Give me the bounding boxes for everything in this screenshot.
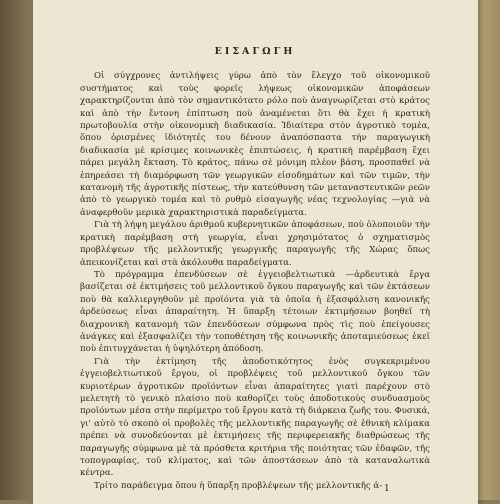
- table-edge: [478, 0, 500, 500]
- paragraph-5: Τρίτο παράδειγμα ὅπου ἡ ὕπαρξη προβλέψεων τῆς μελλοντικῆς ἀ-: [94, 480, 383, 491]
- paragraph-1: Οἱ σύγχρονες ἀντιλήψεις γύρω ἀπὸ τὸν ἔλεγχο τοῦ οἰκονομικοῦ συστήματος καὶ τοὺς φορεῖς λήψεως οἰκονομικῶν ἀποφάσεων χαρακτηρίζονται ἀπὸ τὸν σημαντικότατο ρόλο ποὺ ἀναγνωρίζεται στὸ κράτος καὶ ἀπὸ τὴν ἔντονη ἐπίπτωση ποὺ ἀναμένεται ὅτι θὰ ἔχει ἡ κρατικὴ πρωτοβουλία στὴν οἰκονομικὴ διαδικασία. Ἰδιαίτερα στὸν ἀγροτικὸ τομέα, ὅπου ὁρισμένες ἰδιότητές του δένουν ἀναπόσπαστα τὴν παραγωγικὴ διαδικασία μὲ κρίσιμες κοινωνικὲς ἐπιπτώσεις, ἡ κρατικὴ παρέμβαση ἔχει πάρει μεγάλη ἔκταση. Τὸ κράτος, πάνω σὲ μόνιμη πλέον βάση, προσπαθεῖ νὰ ἐπηρεάσει τὴ διαμόρφωση τῶν γεωργικῶν εἰσοδημάτων καὶ τῶν τιμῶν, τὴν κατανομὴ τῆς ἀγροτικῆς πίστεως, τὴν κατεύθυνση τῶν μεταναστευτικῶν ρεῶν ἀπὸ τὸ γεωργικὸ τομέα καὶ τὸ ρυθμὸ εἰσαγωγῆς νέας τεχνολογίας —γιὰ νὰ ἀναφερθοῦν μερικὰ χαρακτηριστικὰ παραδείγματα.: [80, 71, 430, 218]
- book-spine: [0, 0, 33, 500]
- paragraph-4: Γιὰ τὴν ἐκτίμηση τῆς ἀποδοτικότητος ἑνὸς συγκεκριμένου ἐγγειοβελτιωτικοῦ ἔργου, οἱ προβλέψεις τοῦ μελλοντικοῦ ὄγκου τῶν κυριοτέρων ἀγροτικῶν προϊόντων εἶναι ἀπαραίτητες γιατὶ παρέχουν στὸ μελετητὴ τὸ γενικὸ πλαίσιο ποὺ καθορίζει τοὺς ἀποδοτικοὺς συνδυασμοὺς προϊόντων μέσα στὴν περίμετρο τοῦ ἔργου κατὰ τὴ διάρκεια ζωῆς του. Φυσικά, γι' αὐτὸ τὸ σκοπὸ οἱ προβολὲς τῆς μελλοντικῆς παραγωγῆς σὲ ἐθνικὴ κλίμακα πρέπει νὰ συνοδεύονται μὲ ἐκτιμήσεις τῆς περιφερειακῆς διαθρώσεως τῆς παραγωγῆς σύμφωνα μὲ τὰ πρόσθετα κριτήρια τῆς ποιότητας τῶν ἐδαφῶν, τῆς τοπογραφίας, τοῦ κλίματος, καὶ τῶν ἀποστάσεων ἀπὸ τὰ καταναλωτικὰ κέντρα.: [80, 356, 430, 479]
- page-content: [80, 46, 430, 492]
- page-number: 1: [384, 484, 390, 494]
- paragraph-3: Τὸ πρόγραμμα ἐπενδύσεων σὲ ἐγγειοβελτιωτικὰ —ἀρδευτικὰ ἔργα βασίζεται σὲ ἐκτιμήσεις τοῦ μελλοντικοῦ ὄγκου παραγωγῆς καὶ τῶν ἐκτάσεων ποὺ θὰ καλλιεργηθοῦν μὲ προϊόντα γιὰ τὰ ὁποῖα ἡ ἐξασφάλιση κανονικῆς ἀρδεύσεως εἶναι ἀπαραίτητη. Ἡ ὕπαρξη τέτοιων ἐκτιμήσεων βοηθεῖ τὴ διαχρονικὴ κατανομὴ τῶν ἐπενδύσεων σύμφωνα πρὸς τὶς ποὺ ἐπείγουσες ἀνάγκες καὶ ἐξασφαλίζει τὴν τοποθέτηση τῆς κοινωνικῆς ἀποταμιεύσεως ἐκεῖ ποὺ ἐπιτυγχάνεται ἡ ὑψηλότερη ἀπόδοση.: [80, 269, 430, 355]
- page-title: ΕΙΣΑΓΩΓΗ: [214, 46, 296, 57]
- paragraph-2: Γιὰ τὴ λήψη μεγάλου ἀριθμοῦ κυβερνητικῶν ἀποφάσεων, ποὺ ὁλοποιοῦν τὴν κρατικὴ παρέμβαση στὴ γεωργία, εἶναι χρησιμότατος ὁ σχηματισμὸς προβλέψεων τῆς μελλοντικῆς γεωργικῆς παραγωγῆς τῆς Χώρας ὅπως ἀπεικονίζεται καὶ στὰ ἀκόλουθα παραδείγματα.: [80, 220, 430, 268]
